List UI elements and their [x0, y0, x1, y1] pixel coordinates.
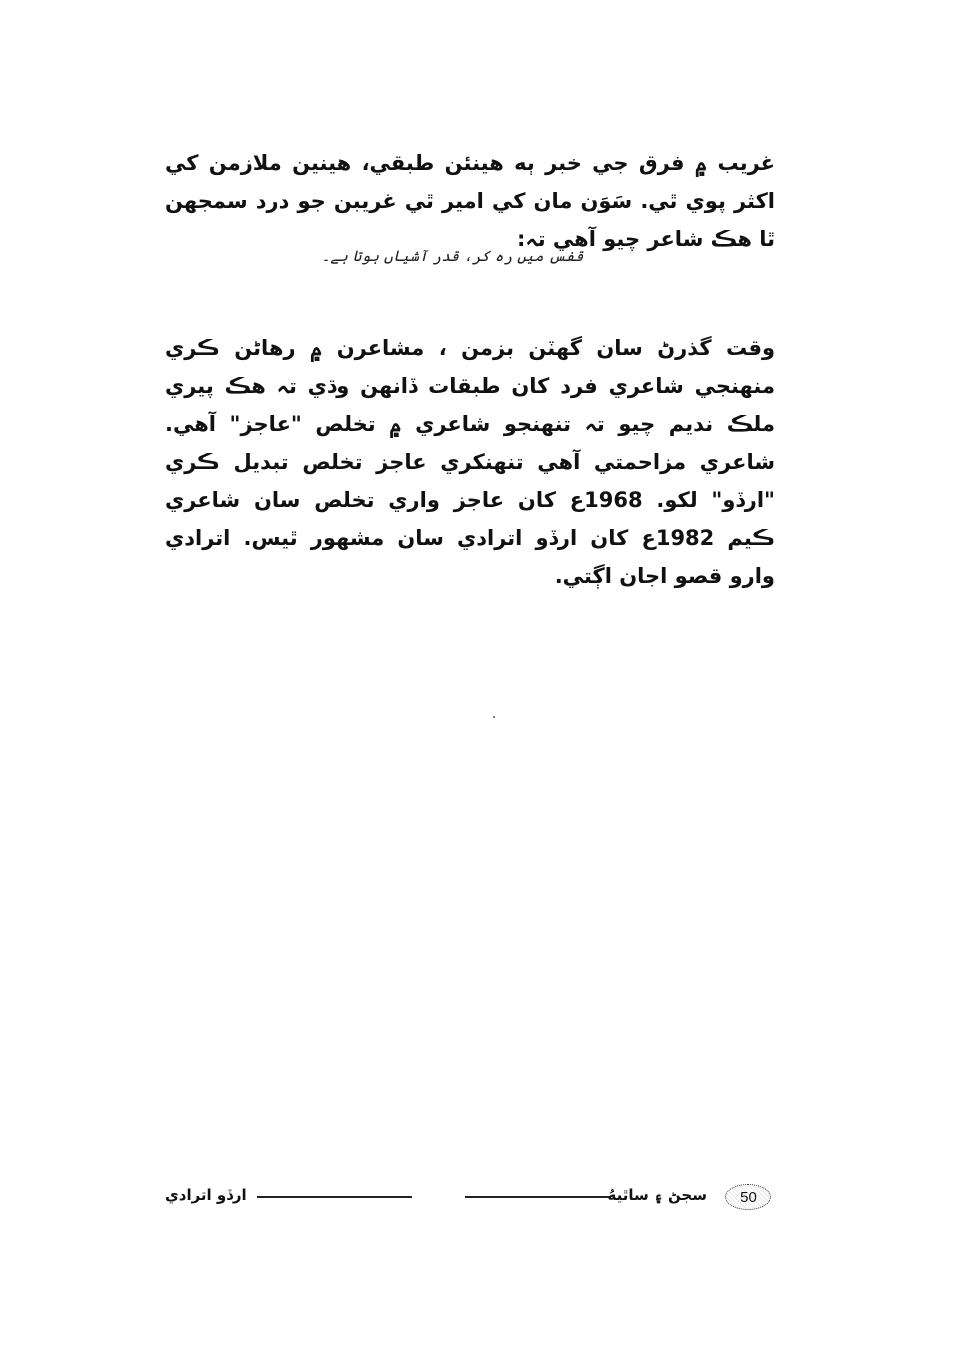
page-number-badge [719, 1180, 777, 1214]
stray-mark [493, 716, 495, 718]
paragraph-intro: غريب ۾ فرق جي خبر ٻه هينئن طبقي، هينين ملازمن کي اکثر پوي ٿي. سَوَن مان کي امير ٿي غريبن جو درد سمجھن ٿا هڪ شاعر چيو آهي تہ: [165, 151, 775, 251]
paragraph-takhallus: وقت گذرڻ سان گھٽن بزمن ، مشاعرن ۾ رهاڻن ڪري منهنجي شاعري فرد کان طبقات ڏانهن وڌي تہ هڪ پيري ملڪ نديم چيو تہ تنهنجو شاعري ۾ تخلص "عاجز" آهي. شاعري مزاحمتي آهي تنهنکري عاجز تخلص تبديل ڪري "ارڏو" لکو. 1968ع کان عاجز واري تخلص سان شاعري ڪيم 1982ع کان ارڏو اترادي سان مشهور ٿيس. اترادي وارو قصو اجان اڳتي. [165, 336, 776, 588]
footer-book-title: سجڻ ۽ ساٿيهُ [607, 1186, 707, 1204]
quoted-verse: قفس میں رہ کر، قدر آشیاں ہوتا ہے۔ [321, 247, 584, 265]
page-footer [165, 1180, 785, 1220]
page-number: 50 [740, 1189, 757, 1206]
footer-divider [257, 1196, 412, 1198]
footer-divider [465, 1196, 610, 1198]
footer-section-title: ارڏو اترادي [165, 1186, 247, 1204]
